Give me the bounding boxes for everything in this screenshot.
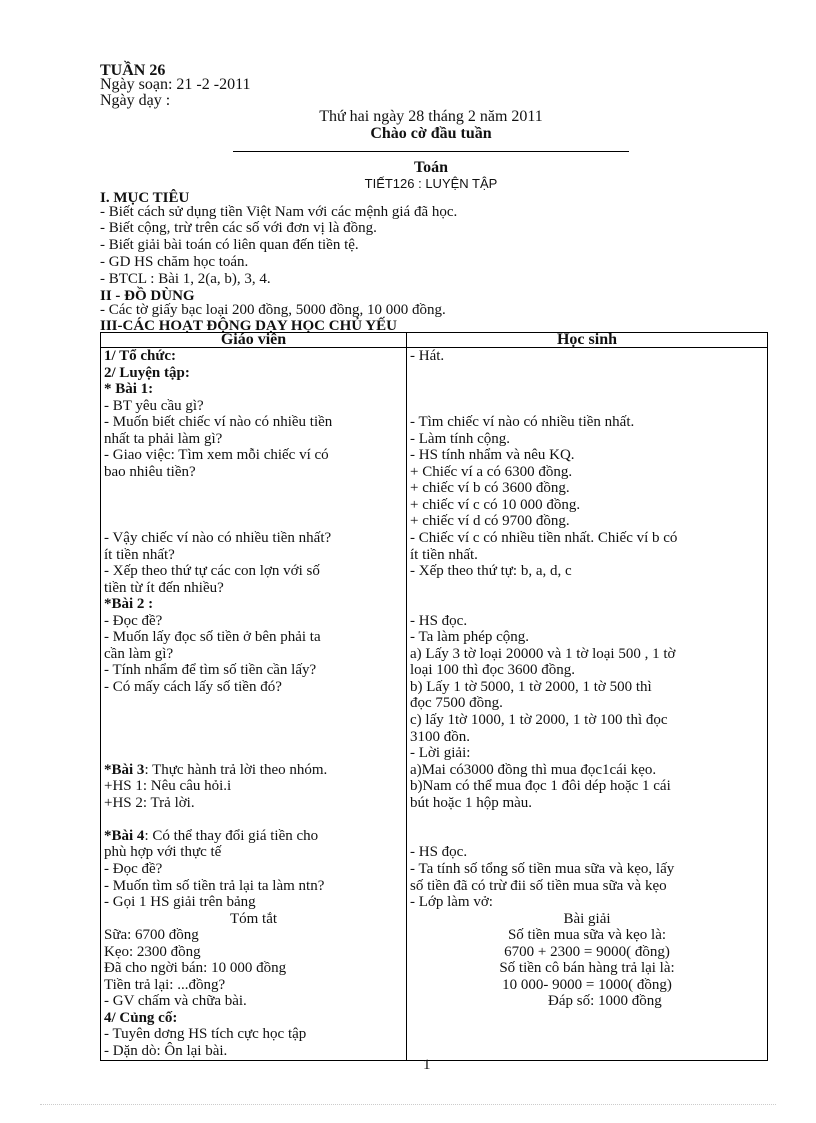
teacher-line: * Bài 1: — [104, 381, 154, 398]
teacher-blank-line — [104, 497, 403, 514]
student-line: 3100 đồn. — [410, 728, 470, 745]
student-blank-line — [410, 828, 764, 845]
assembly-title: Chào cờ đầu tuần — [370, 125, 492, 142]
student-blank-line — [410, 580, 764, 597]
teacher-line: - GV chấm và chữa bài. — [104, 993, 247, 1010]
materials-item: - Các tờ giấy bạc loại 200 đồng, 5000 đồng, 10 000 đồng. — [100, 302, 446, 318]
student-line: - HS đọc. — [410, 844, 468, 861]
exercise-text: : Thực hành trả lời theo nhóm. — [144, 761, 328, 778]
student-line: 10 000- 9000 = 1000( đồng) — [502, 976, 672, 993]
teacher-line: - Giao việc: Tìm xem mỗi chiếc ví có — [104, 447, 329, 464]
teacher-line: - Muốn tìm số tiền trả lại ta làm ntn? — [104, 877, 325, 894]
student-line: ít tiền nhất. — [410, 546, 478, 563]
student-line: số tiền đã có trừ đii số tiền mua sữa và kẹo — [410, 877, 667, 894]
teacher-line: Tóm tắt — [229, 910, 278, 927]
student-line: bút hoặc 1 hộp màu. — [410, 794, 533, 811]
teacher-line: - BT yêu cầu gì? — [104, 397, 204, 414]
student-column — [407, 348, 768, 1061]
teacher-line: +HS 1: Nêu câu hỏi.i — [104, 778, 232, 795]
teacher-line: +HS 2: Trả lời. — [104, 794, 195, 811]
teacher-line: - Dặn dò: Ôn lại bài. — [104, 1042, 228, 1059]
student-line: loại 100 thì đọc 3600 đồng. — [410, 662, 575, 679]
teacher-line: 1/ Tổ chức: — [104, 348, 177, 364]
student-line: Bài giải — [563, 910, 611, 927]
student-line: đọc 7500 đồng. — [410, 695, 503, 712]
teacher-blank-line — [104, 811, 403, 828]
table-body-row — [101, 348, 768, 1061]
teach-date: Ngày dạy : — [100, 92, 171, 109]
teacher-line: - Tính nhẩm để tìm số tiền cần lấy? — [104, 662, 317, 679]
teacher-line: tiền từ ít đến nhiều? — [104, 579, 224, 596]
student-line: + Chiếc ví a có 6300 đồng. — [410, 463, 573, 480]
student-line: + chiếc ví d có 9700 đồng. — [410, 513, 570, 530]
objective-item: - GD HS chăm học toán. — [100, 254, 249, 270]
student-blank-line — [410, 811, 764, 828]
teacher-line: 4/ Củng cố: — [104, 1009, 178, 1026]
student-line: - HS tính nhẩm và nêu KQ. — [410, 447, 575, 464]
student-line: + chiếc ví c có 10 000 đồng. — [410, 496, 581, 513]
activities-table — [100, 332, 768, 1061]
teacher-line: cần làm gì? — [104, 645, 174, 662]
teacher-line: nhất ta phải làm gì? — [104, 430, 223, 447]
teacher-line: - Đọc đề? — [104, 860, 163, 877]
student-line: - Làm tính cộng. — [410, 430, 510, 447]
teacher-blank-line — [104, 513, 403, 530]
teacher-line: ít tiền nhất? — [104, 546, 175, 563]
student-line: 6700 + 2300 = 9000( đồng) — [504, 943, 670, 960]
teacher-blank-line — [104, 729, 403, 746]
objective-item: - Biết cách sử dụng tiền Việt Nam với các mệnh giá đã học. — [100, 204, 458, 220]
student-line: b)Nam có thể mua đọc 1 đôi dép hoặc 1 cái — [410, 778, 671, 795]
teacher-line: - Muốn lấy đọc số tiền ở bên phải ta — [104, 629, 321, 646]
student-line: b) Lấy 1 tờ 5000, 1 tờ 2000, 1 tờ 500 thì — [410, 678, 652, 695]
teacher-line: - Xếp theo thứ tự các con lợn với số — [104, 563, 320, 580]
lesson-title: TIẾT126 : LUYỆN TẬP — [364, 176, 498, 191]
teacher-line — [104, 762, 403, 779]
week-label: TUẦN 26 — [100, 62, 166, 79]
exercise-label: *Bài 4 — [104, 827, 145, 844]
student-line: - Tìm chiếc ví nào có nhiều tiền nhất. — [410, 414, 635, 431]
student-line: - Chiếc ví c có nhiều tiền nhất. Chiếc ví b có — [410, 530, 678, 547]
teacher-line: Tiền trả lại: ...đồng? — [104, 976, 226, 993]
prep-date: Ngày soạn: 21 -2 -2011 — [100, 76, 251, 93]
exercise-label: *Bài 3 — [104, 761, 145, 778]
teacher-line: Sữa: 6700 đồng — [104, 927, 199, 944]
student-line: Số tiền cô bán hàng trả lại là: — [499, 960, 675, 977]
teacher-line: - Muốn biết chiếc ví nào có nhiều tiền — [104, 414, 333, 431]
teacher-line: 2/ Luyện tập: — [104, 364, 190, 381]
objective-item: - BTCL : Bài 1, 2(a, b), 3, 4. — [100, 271, 271, 287]
student-line: c) lấy 1tờ 1000, 1 tờ 2000, 1 tờ 100 thì đọc — [410, 712, 668, 729]
objectives-heading: I. MỤC TIÊU — [100, 190, 190, 206]
teacher-line: Đã cho ngời bán: 10 000 đồng — [104, 960, 287, 977]
teacher-column-header: Giáo viên — [101, 333, 407, 348]
student-blank-line — [410, 381, 764, 398]
student-blank-line — [410, 596, 764, 613]
student-line: - HS đọc. — [410, 612, 468, 629]
subject-title: Toán — [413, 159, 449, 176]
student-column-header: Học sinh — [407, 333, 768, 348]
teacher-line: - Tuyên dơng HS tích cực học tập — [104, 1026, 307, 1043]
teacher-blank-line — [104, 712, 403, 729]
teacher-line: - Có mấy cách lấy số tiền đó? — [104, 678, 282, 695]
page-edge-divider — [40, 1104, 776, 1105]
student-blank-line — [410, 398, 764, 415]
student-line: Đáp số: 1000 đồng — [548, 993, 662, 1010]
objective-item: - Biết giải bài toán có liên quan đến tiền tệ. — [100, 237, 359, 253]
student-line: a)Mai có3000 đồng thì mua đọc1cái kẹo. — [410, 761, 657, 778]
student-blank-line — [410, 365, 764, 382]
student-line: - Lời giải: — [410, 745, 471, 762]
teacher-line: - Gọi 1 HS giải trên bảng — [104, 894, 256, 911]
student-line: - Lớp làm vở: — [410, 894, 493, 911]
teacher-line: phù hợp với thực tế — [104, 844, 222, 861]
materials-heading: II - ĐỒ DÙNG — [100, 288, 195, 304]
day-line: Thứ hai ngày 28 tháng 2 năm 2011 — [319, 108, 543, 125]
objective-item: - Biết cộng, trừ trên các số với đơn vị là đồng. — [100, 220, 377, 236]
student-line: + chiếc ví b có 3600 đồng. — [410, 480, 570, 497]
teacher-line: Kẹo: 2300 đồng — [104, 943, 201, 960]
exercise-text: : Có thể thay đổi giá tiền cho — [144, 827, 319, 844]
teacher-blank-line — [104, 745, 403, 762]
teacher-line: *Bài 2 : — [104, 596, 154, 613]
teacher-column — [101, 348, 407, 1061]
teacher-line: - Đọc đề? — [104, 612, 163, 629]
student-line: a) Lấy 3 tờ loại 20000 và 1 tờ loại 500 , 1 tờ — [410, 645, 676, 662]
teacher-blank-line — [104, 480, 403, 497]
student-line: Số tiền mua sữa và kẹo là: — [507, 927, 667, 944]
student-line: - Xếp theo thứ tự: b, a, d, c — [410, 563, 572, 580]
teacher-blank-line — [104, 695, 403, 712]
student-line: - Hát. — [410, 348, 445, 364]
student-line: - Ta tính số tổng số tiền mua sữa và kẹo, lấy — [410, 860, 675, 877]
activities-heading: III-CÁC HOẠT ĐỘNG DẠY HỌC CHỦ YẾU — [100, 318, 397, 334]
header-divider — [233, 151, 629, 152]
student-line: - Ta làm phép cộng. — [410, 629, 530, 646]
teacher-line — [104, 828, 403, 845]
page-number: 1 — [423, 1057, 431, 1073]
teacher-line: bao nhiêu tiền? — [104, 463, 196, 480]
table-header-row — [101, 333, 768, 348]
teacher-line: - Vậy chiếc ví nào có nhiều tiền nhất? — [104, 530, 332, 547]
